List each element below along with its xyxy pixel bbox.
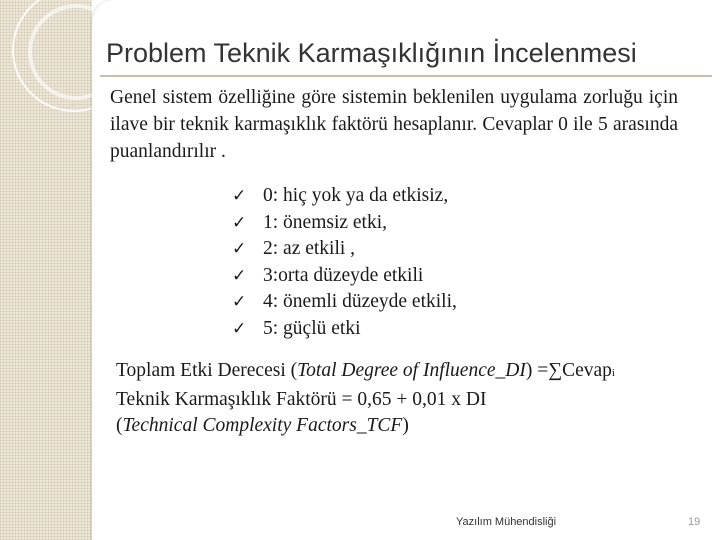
intro-paragraph: Genel sistem özelliğine göre sistemin beklenilen uygulama zorluğu için ilave bir teknik karmaşıklık faktörü hesaplanır. Cevaplar 0 ile 5 arasında puanlandırılır . — [110, 87, 678, 162]
total-degree-of-influence-formula — [116, 358, 706, 387]
check-mark-icon: ✓ — [232, 186, 247, 206]
scale-item-text: 5: güçlü etki — [263, 317, 361, 339]
check-mark-icon: ✓ — [232, 212, 247, 233]
slide-title: Problem Teknik Karmaşıklığının İncelenmesi — [106, 38, 637, 68]
footer-course-label: Yazılım Mühendisliği — [456, 516, 557, 528]
scale-item-text: 2: az etkili , — [263, 238, 356, 259]
formula-text: ) — [402, 415, 409, 436]
formula-text: ( — [116, 415, 123, 436]
page-number: 19 — [688, 516, 701, 528]
formula-text: ) =∑Cevap — [525, 360, 612, 381]
check-mark-icon: ✓ — [232, 318, 247, 339]
list-item — [232, 316, 632, 343]
check-mark-icon: ✓ — [232, 239, 247, 259]
list-item — [232, 236, 632, 263]
check-mark-icon: ✓ — [232, 292, 247, 312]
list-item — [232, 210, 632, 237]
tcf-definition — [116, 413, 706, 440]
scale-item-text: 1: önemsiz etki, — [263, 211, 388, 233]
list-item — [232, 183, 632, 210]
list-item — [232, 263, 632, 290]
decorative-side-band — [0, 0, 92, 540]
title-divider — [100, 75, 712, 77]
technical-complexity-factor-formula: Teknik Karmaşıklık Faktörü = 0,65 + 0,01 x DI — [116, 388, 487, 410]
formula-term-italic: Technical Complexity Factors_TCF — [122, 415, 403, 436]
formula-text: Toplam Etki Derecesi ( — [116, 360, 298, 381]
scale-item-text: 4: önemli düzeyde etkili, — [263, 291, 457, 312]
rating-scale-list — [232, 183, 632, 342]
formula-block — [116, 358, 706, 440]
check-mark-icon: ✓ — [232, 265, 247, 286]
scale-item-text: 3:orta düzeyde etkili — [263, 264, 424, 286]
formula-term-italic: Total Degree of Influence_DI — [297, 360, 526, 381]
formula-subscript: i — [611, 367, 615, 379]
scale-item-text: 0: hiç yok ya da etkisiz, — [263, 185, 449, 206]
list-item — [232, 289, 632, 316]
